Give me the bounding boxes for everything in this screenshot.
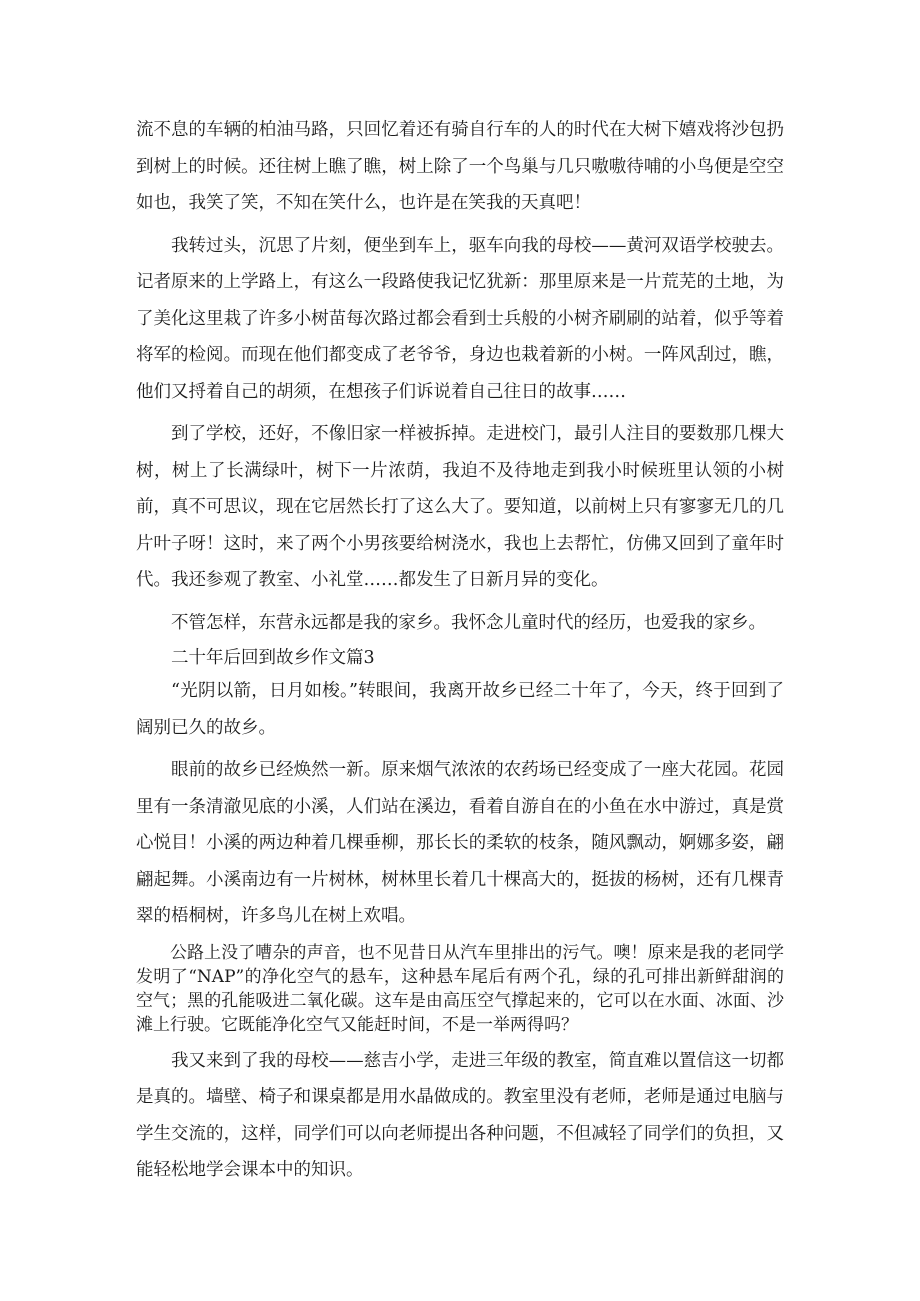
paragraph-school-visit: 到了学校，还好，不像旧家一样被拆掉。走进校门，最引人注目的要数那几棵大树，树上了长满绿叶，树下一片浓荫，我迫不及待地走到我小时候班里认领的小树前，真不可思议，现在它居然长打了这么大了。要知道，以前树上只有寥寥无几的几片叶子呀！这时，来了两个小男孩要给树浇水，我也上去帮忙，仿佛又回到了童年时代。我还参观了教室、小礼堂……都发生了日新月异的变化。 [136, 424, 784, 590]
paragraph-return-to-school-road: 我转过头，沉思了片刻，便坐到车上，驱车向我的母校——黄河双语学校驶去。记者原来的上学路上，有这么一段路使我记忆犹新：那里原来是一片荒芜的土地，为了美化这里栽了许多小树苗每次路过都会看到士兵般的小树齐刷刷的站着，似乎等着将军的检阅。而现在他们都变成了老爷爷，身边也栽着新的小树。一阵风刮过，瞧，他们又捋着自己的胡须，在想孩子们诉说着自己往日的故事…… [136, 235, 784, 402]
paragraph-continued: 流不息的车辆的柏油马路，只回忆着还有骑自行车的人的时代在大树下嬉戏将沙包扔到树上的时候。还往树上瞧了瞧，树上除了一个鸟巢与几只嗷嗷待哺的小鸟便是空空如也，我笑了笑，不知在笑什么，也许是在笑我的天真吧！ [136, 120, 784, 213]
section-heading: 二十年后回到故乡作文篇3 [171, 648, 375, 668]
paragraph-clean-car: 公路上没了嘈杂的声音，也不见昔日从汽车里排出的污气。噢！原来是我的老同学发明了“NAP”的净化空气的悬车，这种悬车尾后有两个孔，绿的孔可排出新鲜甜润的空气；黑的孔能吸进二氧化碳。这车是由高压空气撑起来的，它可以在水面、冰面、沙滩上行驶。它既能净化空气又能赶时间，不是一举两得吗？ [136, 942, 784, 1035]
paragraph-new-garden: 眼前的故乡已经焕然一新。原来烟气浓浓的农药场已经变成了一座大花园。花园里有一条清澈见底的小溪，人们站在溪边，看着自游自在的小鱼在水中游过，真是赏心悦目！小溪的两边种着几棵垂柳，那长长的柔软的枝条，随风飘动，婀娜多姿，翩翩起舞。小溪南边有一片树林，树林里长着几十棵高大的，挺拔的杨树，还有几棵青翠的梧桐树，许多鸟儿在树上欢唱。 [136, 760, 784, 926]
paragraph-time-flies: “光阴以箭，日月如梭。”转眼间，我离开故乡已经二十年了，今天，终于回到了阔别已久的故乡。 [136, 681, 784, 738]
document-page [136, 112, 784, 1189]
paragraph-hometown-love: 不管怎样，东营永远都是我的家乡。我怀念儿童时代的经历，也爱我的家乡。 [171, 612, 766, 633]
paragraph-crystal-school: 我又来到了我的母校——慈吉小学，走进三年级的教室，简直难以置信这一切都是真的。墙壁、椅子和课桌都是用水晶做成的。教室里没有老师，老师是通过电脑与学生交流的，这样，同学们可以向老师提出各种问题，不但减轻了同学们的负担，又能轻松地学会课本中的知识。 [136, 1050, 784, 1180]
